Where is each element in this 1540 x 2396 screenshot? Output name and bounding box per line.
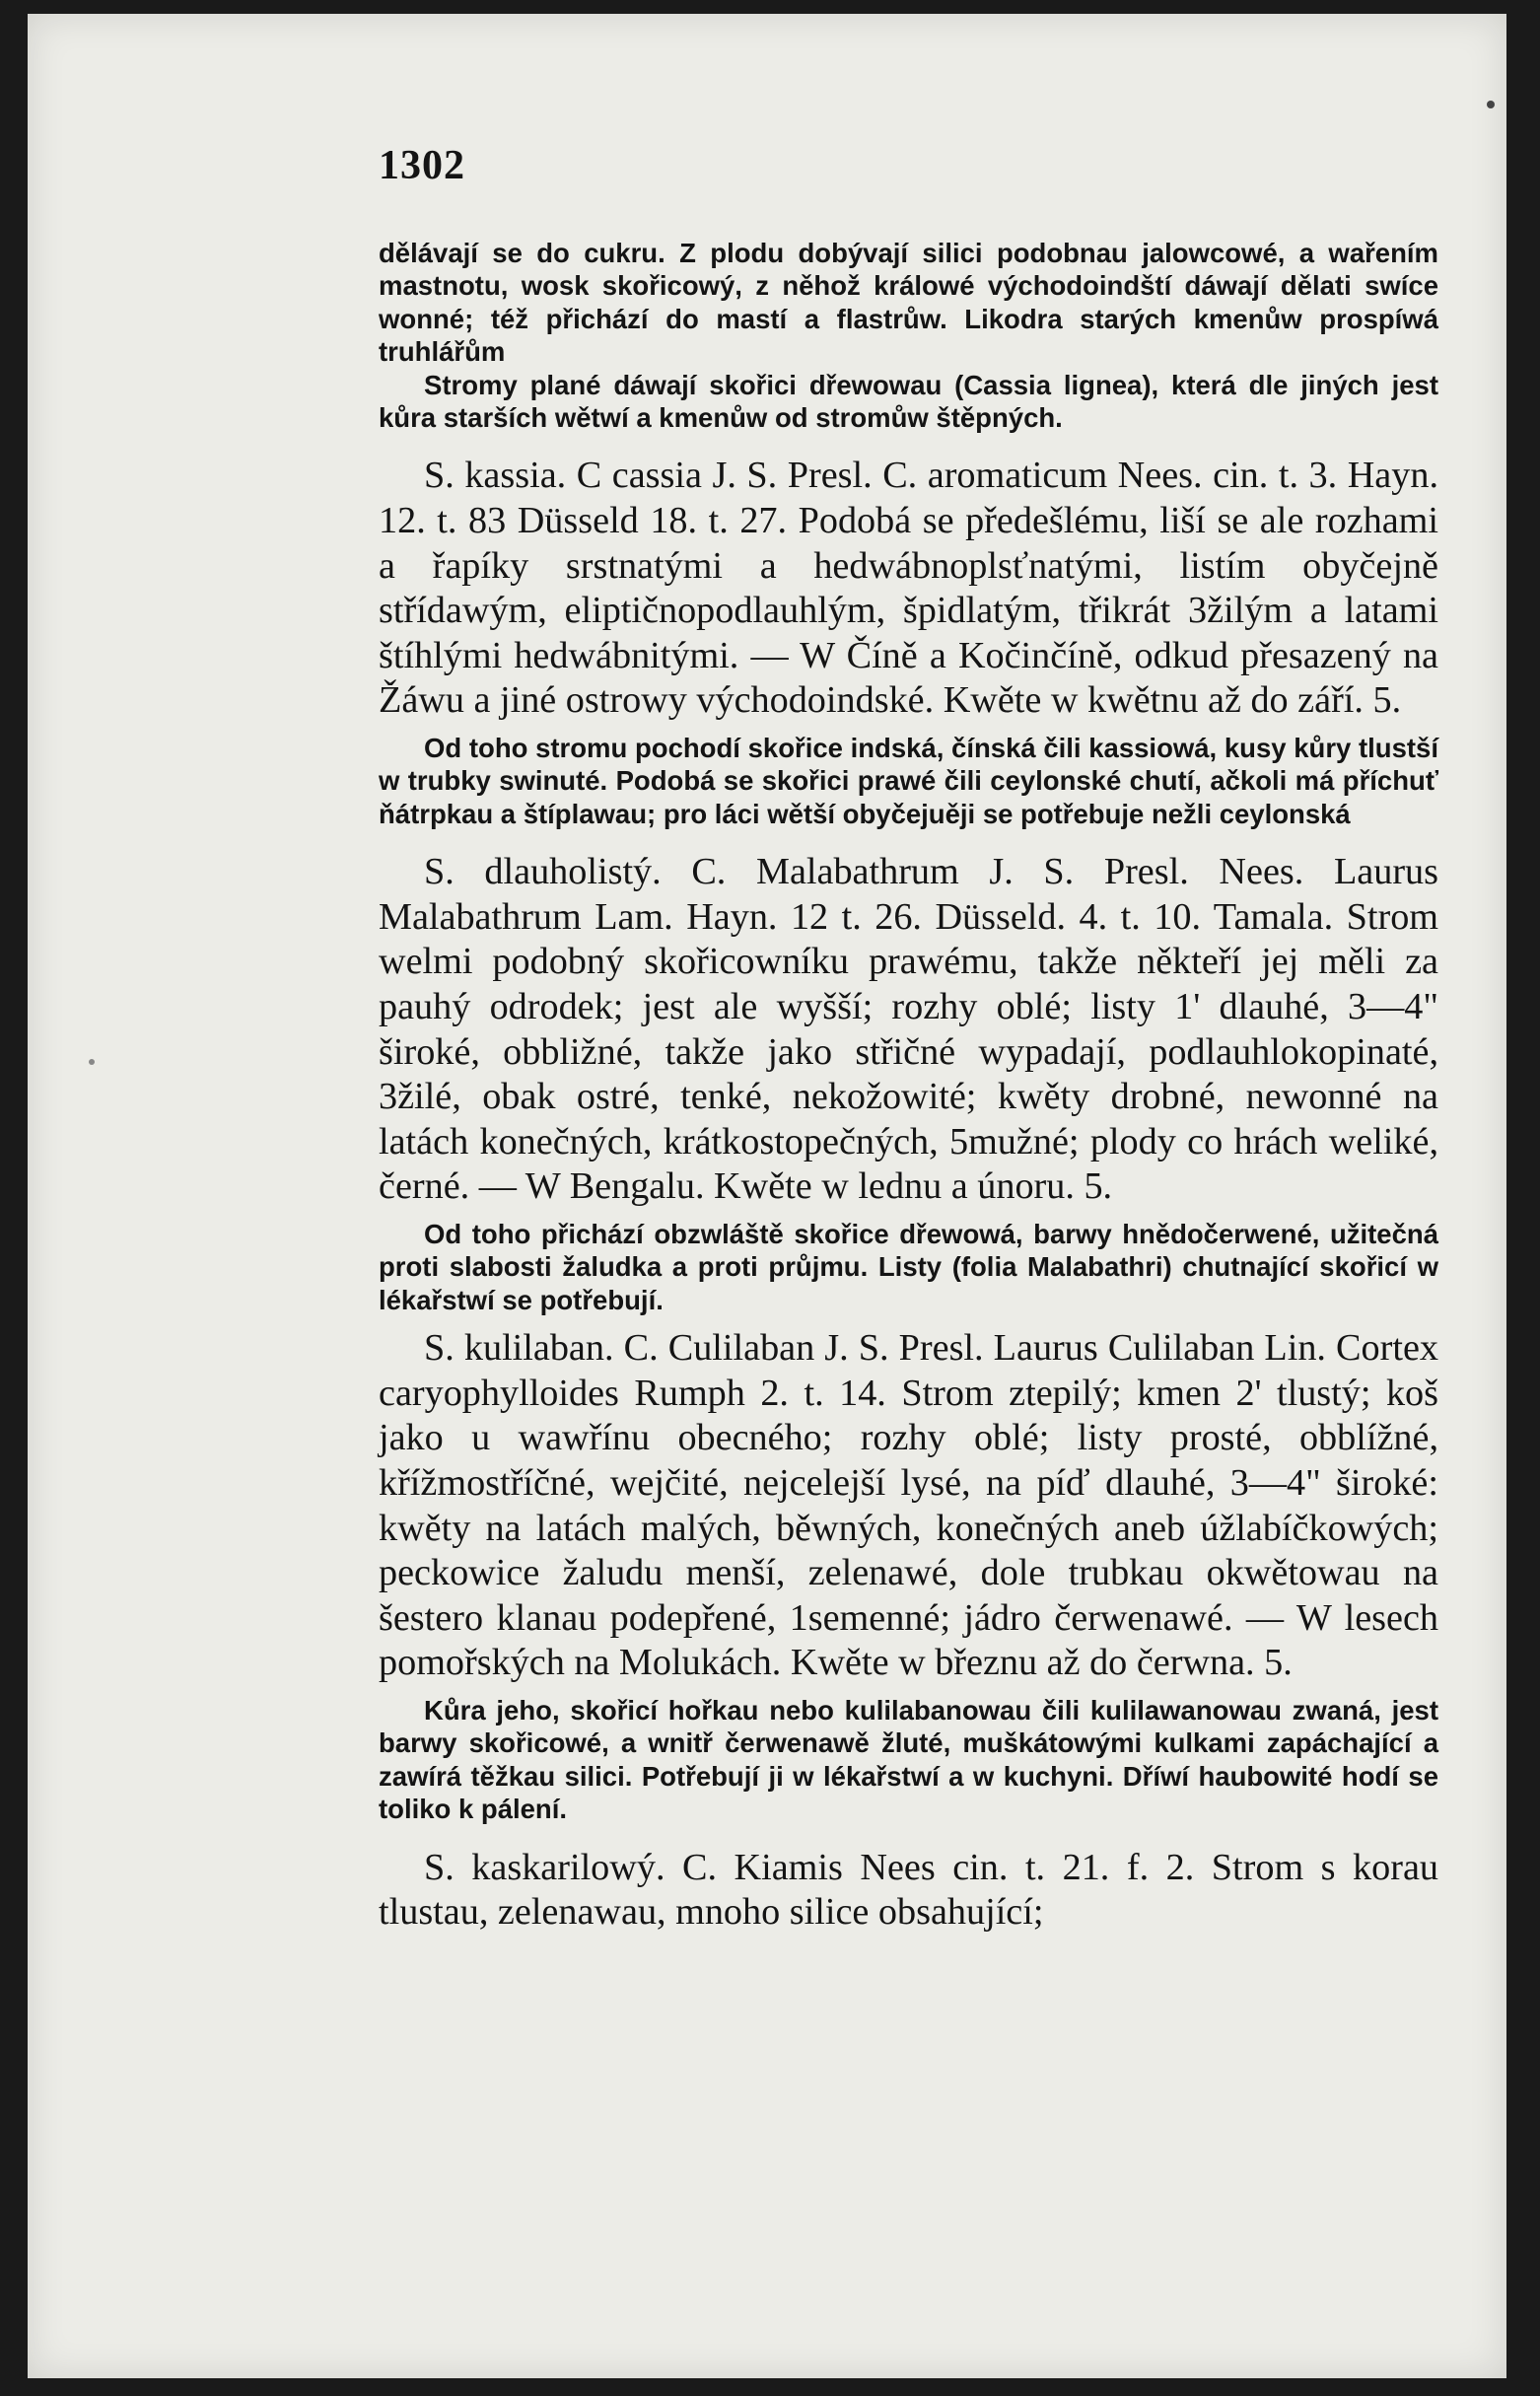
note-paragraph: Kůra jeho, skořicí hořkau nebo kulilabanowau čili kulilawanowau zwaná, jest barwy skořicowé, a wnitř čerwenawě žluté, muškátowými kulkami zapáchající a zawírá těžkau silici. Potřebují ji w lékařstwí a w kuchyni. Dříwí haubowité hodí se toliko k pálení. bbox=[379, 1694, 1438, 1825]
footnote-block-1 bbox=[379, 237, 1438, 434]
entry-paragraph: S. dlauholistý. C. Malabathrum J. S. Presl. Nees. Laurus Malabathrum Lam. Hayn. 12 t. 26. Düsseld. 4. t. 10. Tamala. Strom welmi podobný skořicowníku prawému, takže někteří jej měli za pauhý odrodek; jest ale wyšší; rozhy oblé; listy 1' dlauhé, 3—4" široké, obbližné, takže jako střičné wypadají, podlauhlokopinaté, 3žilé, obak ostré, tenké, nekožowité; kwěty drobné, newonné na latách konečných, krátkostopečných, 5mužné; plody co hrách weliké, černé. — W Bengalu. Kwěte w lednu a únoru. 5. bbox=[379, 851, 1438, 1208]
note-paragraph: Od toho přichází obzwláště skořice dřewowá, barwy hnědočerwené, užitečná proti slabosti žaludka a proti průjmu. Listy (folia Malabathri) chutnající skořicí w lékařstwí se potřebují. bbox=[379, 1218, 1438, 1315]
entry-paragraph: S. kulilaban. C. Culilaban J. S. Presl. Laurus Culilaban Lin. Cortex caryophylloides Rumph 2. t. 14. Strom ztepilý; kmen 2' tlustý; koš jako u wawřínu obecného; rozhy oblé; listy prosté, obblížné, křížmostříčné, wejčité, nejcelejší lysé, na píď dlauhé, 3—4" široké: kwěty na latách malých, běwných, konečných aneb úžlabíčkowých; peckowice žaludu menší, zelenawé, dole trubkau okwětowau na šestero klanau podepřené, 1semenné; jádro čerwenawé. — W lesech pomořských na Molukách. Kwěte w březnu až do čerwna. 5. bbox=[379, 1327, 1438, 1684]
page-text bbox=[379, 142, 1438, 1936]
species-entry-kulilaban bbox=[379, 1326, 1438, 1686]
species-entry-kassia bbox=[379, 454, 1438, 724]
species-entry-dlauholisty bbox=[379, 850, 1438, 1210]
ink-speck bbox=[89, 1059, 95, 1065]
ink-speck bbox=[1487, 101, 1495, 108]
note-paragraph: Stromy plané dáwají skořici dřewowau (Cassia lignea), která dle jiných jest kůra starších wětwí a kmenůw od stromůw štěpných. bbox=[379, 369, 1438, 434]
note-paragraph: dělávají se do cukru. Z plodu dobývají silici podobnau jalowcowé, a wařením mastnotu, wosk skořicowý, z něhož králowé východoindští dáwají dělati swíce wonné; též přichází do mastí a flastrůw. Likodra starých kmenůw prospíwá truhlářům bbox=[379, 238, 1438, 368]
note-paragraph: Od toho stromu pochodí skořice indská, čínská čili kassiowá, kusy kůry tlustší w trubky swinuté. Podobá se skořici prawé čili ceylonské chutí, ačkoli má příchuť ňátrpkau a štíplawau; pro láci wětší obyčejuěji se potřebuje nežli ceylonská bbox=[379, 733, 1438, 829]
species-entry-kaskarilowy bbox=[379, 1846, 1438, 1936]
footnote-block-3 bbox=[379, 1218, 1438, 1316]
entry-paragraph: S. kaskarilowý. C. Kiamis Nees cin. t. 21. f. 2. Strom s korau tlustau, zelenawau, mnoho silice obsahující; bbox=[379, 1846, 1438, 1934]
entry-paragraph: S. kassia. C cassia J. S. Presl. C. aromaticum Nees. cin. t. 3. Hayn. 12. t. 83 Düsseld 18. t. 27. Podobá se předešlému, liší se ale rozhami a řapíky srstnatými a hedwábnoplsťnatými, listím obyčejně střídawým, eliptičnopodlauhlým, špidlatým, třikrát 3žilým a latami štíhlými hedwábnitými. — W Číně a Kočinčíně, odkud přesazený na Žáwu a jiné ostrowy východoindské. Kwěte w kwětnu až do září. 5. bbox=[379, 455, 1438, 722]
scanned-page bbox=[28, 14, 1506, 2378]
footnote-block-4 bbox=[379, 1694, 1438, 1826]
page-number: 1302 bbox=[379, 143, 465, 188]
footnote-block-2 bbox=[379, 732, 1438, 830]
